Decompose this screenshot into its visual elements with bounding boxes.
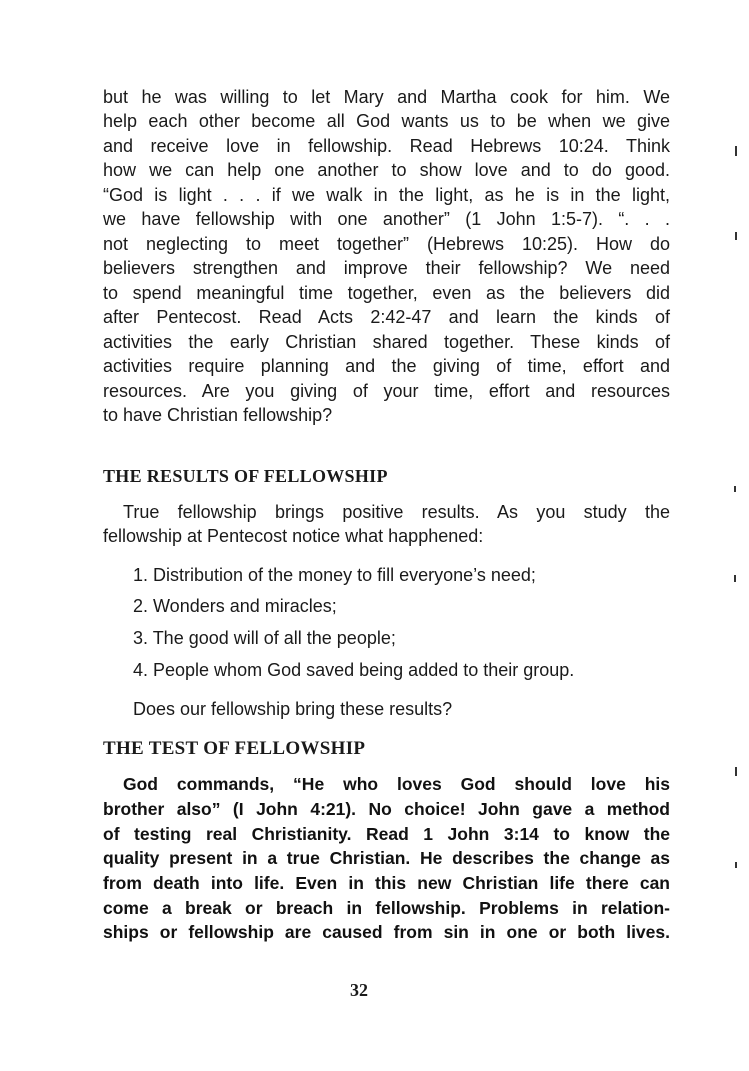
- text-line: to spend meaningful time together, even as the believers did: [103, 283, 670, 303]
- scan-artifact: [735, 146, 737, 156]
- text-line: come a break or breach in fellowship. Problems in relation-: [103, 898, 670, 918]
- text-line: after Pentecost. Read Acts 2:42-47 and learn the kinds of: [103, 307, 670, 327]
- list-item: 1. Distribution of the money to fill everyone’s need;: [133, 565, 536, 585]
- scan-artifact: [735, 862, 737, 868]
- text-line: help each other become all God wants us to be when we give: [103, 111, 670, 131]
- section-heading-test: THE TEST OF FELLOWSHIP: [103, 738, 366, 759]
- text-line: from death into life. Even in this new Christian life there can: [103, 873, 670, 893]
- text-line: “God is light . . . if we walk in the light, as he is in the light,: [103, 185, 670, 205]
- text-line: and receive love in fellowship. Read Hebrews 10:24. Think: [103, 136, 670, 156]
- text-line: God commands, “He who loves God should love his: [123, 774, 670, 794]
- text-line: we have fellowship with one another” (1 John 1:5-7). “. . .: [103, 209, 670, 229]
- text-line: not neglecting to meet together” (Hebrews 10:25). How do: [103, 234, 670, 254]
- scan-artifact: [734, 575, 736, 582]
- section-heading-results: THE RESULTS OF FELLOWSHIP: [103, 466, 388, 486]
- text-line: to have Christian fellowship?: [103, 405, 333, 425]
- text-line: activities require planning and the giving of time, effort and: [103, 356, 670, 376]
- text-line: True fellowship brings positive results. As you study the: [123, 502, 670, 522]
- list-item: 4. People whom God saved being added to their group.: [133, 660, 575, 680]
- scan-artifact: [735, 232, 737, 240]
- scan-artifact: [735, 767, 737, 776]
- text-line: fellowship at Pentecost notice what happhened:: [103, 526, 484, 546]
- scan-artifact: [734, 486, 736, 492]
- text-line: but he was willing to let Mary and Martha cook for him. We: [103, 87, 670, 107]
- text-line: activities the early Christian shared together. These kinds of: [103, 332, 670, 352]
- page-number: 32: [350, 980, 368, 1000]
- list-item: 3. The good will of all the people;: [133, 628, 396, 648]
- text-line: how we can help one another to show love and to do good.: [103, 160, 670, 180]
- text-line: of testing real Christianity. Read 1 John 3:14 to know the: [103, 824, 670, 844]
- text-line: quality present in a true Christian. He describes the change as: [103, 848, 670, 868]
- results-question: Does our fellowship bring these results?: [133, 699, 453, 719]
- list-item: 2. Wonders and miracles;: [133, 596, 337, 616]
- text-line: ships or fellowship are caused from sin in one or both lives.: [103, 922, 670, 942]
- text-line: resources. Are you giving of your time, effort and resources: [103, 381, 670, 401]
- text-line: brother also” (I John 4:21). No choice! John gave a method: [103, 799, 670, 819]
- text-line: believers strengthen and improve their fellowship? We need: [103, 258, 670, 278]
